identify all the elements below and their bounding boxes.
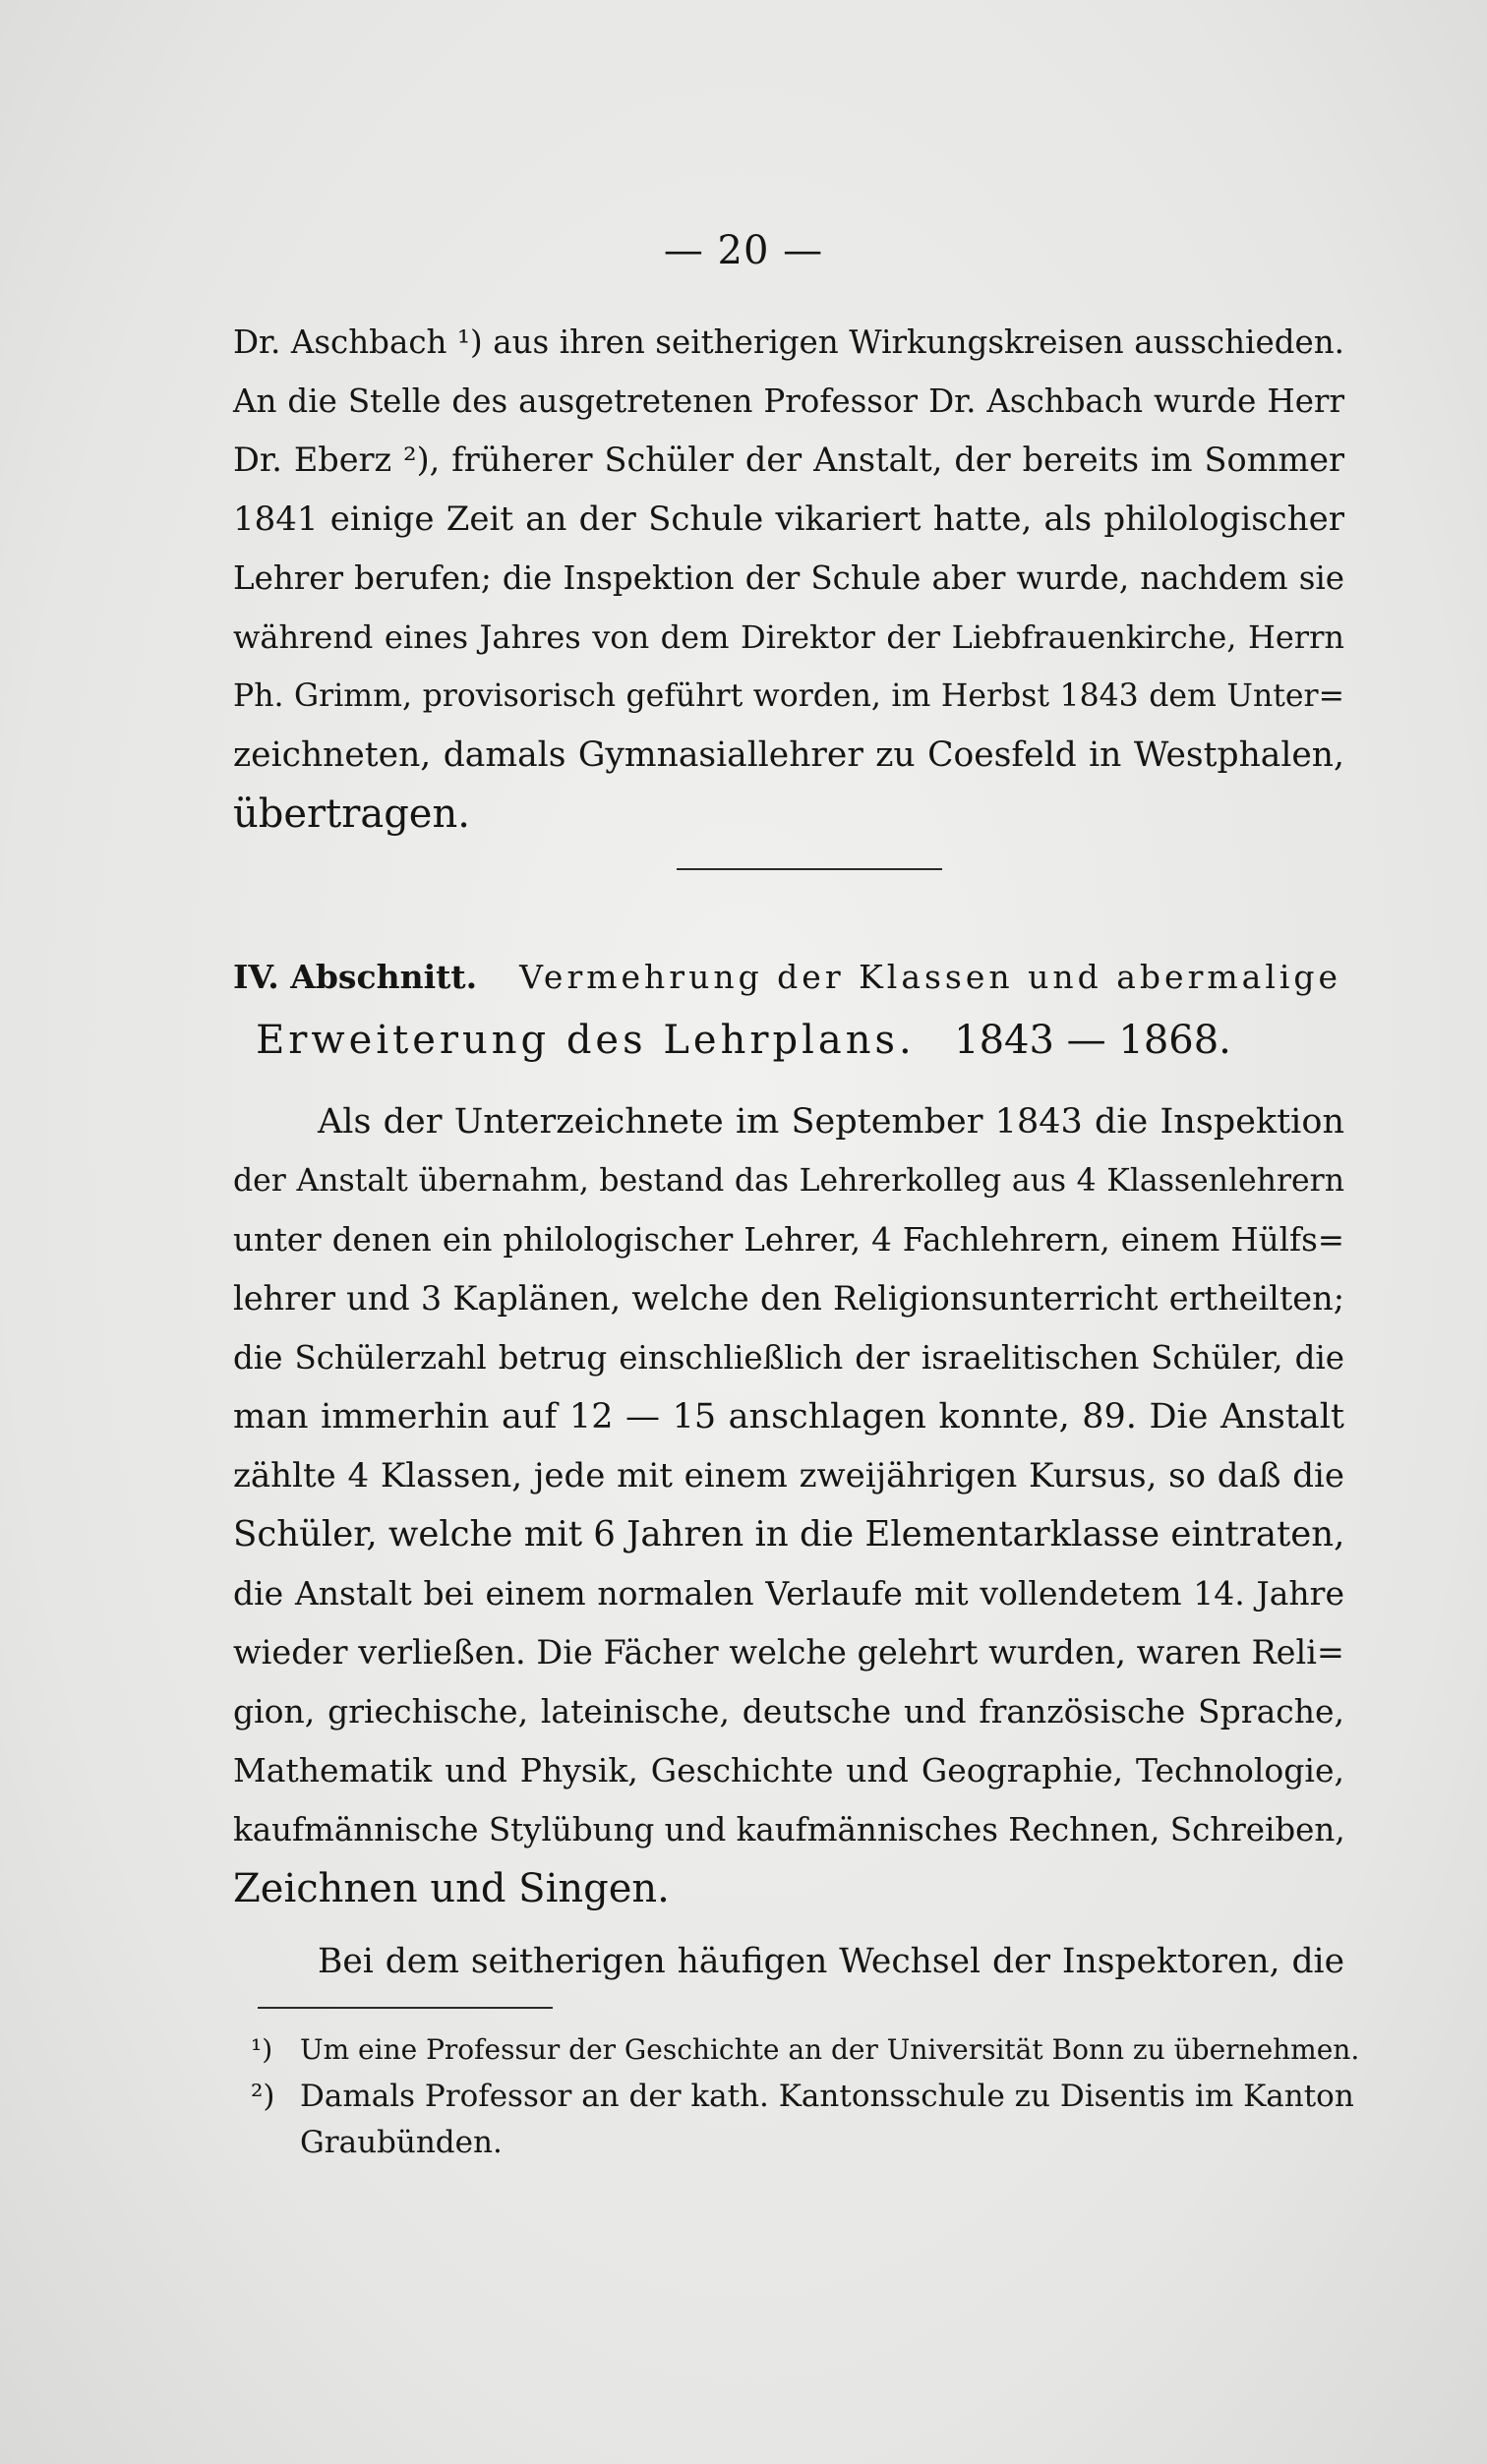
page-number: — 20 —	[663, 228, 824, 273]
text-line: Lehrer berufen; die Inspektion der Schule aber wurde, nachdem sie	[233, 559, 1344, 597]
text-line: Als der Unterzeichnete im September 1843 die Inspektion	[318, 1102, 1344, 1142]
text-line: zählte 4 Klassen, jede mit einem zweijährigen Kursus, so daß die	[233, 1456, 1344, 1496]
text-line: kaufmännische Stylübung und kaufmännisches Rechnen, Schreiben,	[233, 1811, 1345, 1848]
footnote-rule	[258, 2007, 553, 2009]
text-line: Mathematik und Physik, Geschichte und Geographie, Technologie,	[233, 1751, 1344, 1789]
text-line: Bei dem seitherigen häufigen Wechsel der Inspektoren, die	[318, 1942, 1344, 1981]
text-line: die Anstalt bei einem normalen Verlaufe mit vollendetem 14. Jahre	[233, 1574, 1344, 1613]
text-line: während eines Jahres von dem Direktor der Liebfrauenkirche, Herrn	[233, 618, 1344, 656]
text-line: gion, griechische, lateinische, deutsche und französische Sprache,	[233, 1692, 1344, 1731]
text-line: Schüler, welche mit 6 Jahren in die Elementarklasse eintraten,	[233, 1514, 1345, 1555]
text-line: zeichneten, damals Gymnasiallehrer zu Coesfeld in Westphalen,	[233, 735, 1344, 775]
text-line: 1841 einige Zeit an der Schule vikariert hatte, als philologischer	[233, 499, 1344, 539]
section-years: 1843 — 1868.	[954, 1018, 1231, 1063]
text-line: die Schülerzahl betrug einschließlich der israelitischen Schüler, die	[233, 1339, 1344, 1377]
text-line: Dr. Aschbach ¹) aus ihren seitherigen Wirkungskreisen ausschieden.	[233, 323, 1344, 361]
text-line: Ph. Grimm, provisorisch geführt worden, im Herbst 1843 dem Unter=	[233, 678, 1344, 714]
text-line: lehrer und 3 Kaplänen, welche den Religionsunterricht ertheilten;	[233, 1279, 1344, 1318]
text-line: unter denen ein philologischer Lehrer, 4 Fachlehrern, einem Hülfs=	[233, 1221, 1344, 1259]
footnote-mark: ¹)	[251, 2033, 273, 2066]
section-title-line1: Vermehrung der Klassen und abermalige	[519, 958, 1342, 996]
footnote	[251, 2028, 1367, 2072]
footnote-text: Um eine Professur der Geschichte an der Universität Bonn zu übernehmen.	[300, 2033, 1360, 2066]
footnote	[251, 2075, 1367, 2118]
footnote-text: Damals Professor an der kath. Kantonsschule zu Disentis im Kanton	[300, 2079, 1354, 2114]
text-line: übertragen.	[233, 792, 470, 837]
text-line: Zeichnen und Singen.	[233, 1866, 670, 1911]
section-heading	[233, 952, 1354, 1003]
text-line: Dr. Eberz ²), früherer Schüler der Anstalt, der bereits im Sommer	[233, 440, 1344, 479]
section-heading-line2	[0, 1015, 1487, 1066]
text-line: An die Stelle des ausgetretenen Professor Dr. Aschbach wurde Herr	[233, 382, 1344, 420]
footnote-mark: ²)	[251, 2079, 275, 2114]
text-line: der Anstalt übernahm, bestand das Lehrerkolleg aus 4 Klassenlehrern	[233, 1163, 1344, 1199]
text-line: wieder verließen. Die Fächer welche gelehrt wurden, waren Reli=	[233, 1633, 1344, 1672]
footnote-continuation: Graubünden.	[300, 2125, 503, 2160]
section-number: IV. Abschnitt.	[233, 958, 478, 996]
text-line: man immerhin auf 12 — 15 anschlagen konnte, 89. Die Anstalt	[233, 1397, 1344, 1437]
section-title-line2: Erweiterung des Lehrplans.	[256, 1018, 916, 1063]
section-divider	[677, 868, 942, 870]
